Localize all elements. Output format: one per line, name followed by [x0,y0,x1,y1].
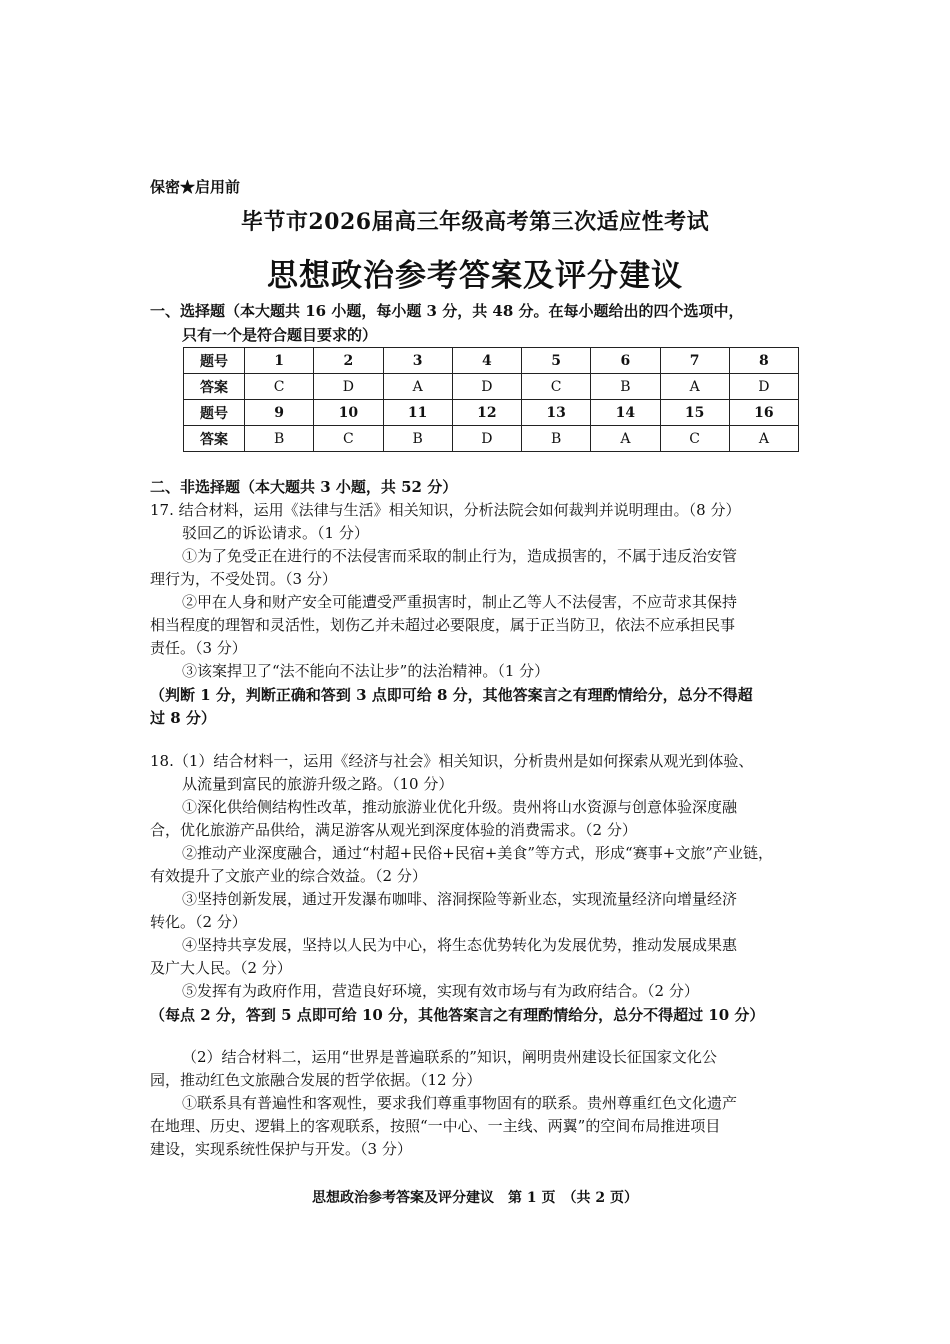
answer-cell: A [383,374,452,400]
question-number: 9 [245,400,314,426]
q17-line: ③该案捍卫了“法不能向不法让步”的法治精神。（1 分） [182,662,550,680]
question-number: 3 [383,348,452,374]
q17-scoring-note-cont: 过 8 分） [150,709,216,727]
row-label-answer: 答案 [184,426,245,452]
answer-cell: A [729,426,798,452]
q17-line: ①为了免受正在进行的不法侵害而采取的制止行为，造成损害的，不属于违反治安管 [182,547,738,565]
confidential-mark: 保密★启用前 [150,178,241,196]
answer-cell: C [660,426,729,452]
document-subtitle: 思想政治参考答案及评分建议 [267,258,683,294]
answer-cell: B [383,426,452,452]
answer-cell: B [245,426,314,452]
answer-cell: C [245,374,314,400]
answer-cell: D [452,374,521,400]
q18-2-line: ①联系具有普遍性和客观性，要求我们尊重事物固有的联系。贵州尊重红色文化遗产 [182,1094,738,1112]
q18-2-line: 建设，实现系统性保护与开发。（3 分） [150,1140,412,1158]
question-number: 5 [522,348,591,374]
q17-line: 驳回乙的诉讼请求。（1 分） [182,524,369,542]
answer-cell: D [452,426,521,452]
q18-2-line: 园，推动红色文旅融合发展的哲学依据。（12 分） [150,1071,482,1089]
page-footer: 思想政治参考答案及评分建议 第 1 页 （共 2 页） [312,1190,638,1206]
answer-row [184,374,799,400]
q18-1-line: 转化。（2 分） [150,913,247,931]
answer-cell: A [591,426,660,452]
question-number: 4 [452,348,521,374]
q17-scoring-note: （判断 1 分，判断正确和答到 3 点即可给 8 分，其他答案言之有理酌情给分，总分不得超 [150,686,753,704]
q18-1-prompt: 18.（1）结合材料一，运用《经济与社会》相关知识，分析贵州是如何探索从观光到体验、 [150,752,754,770]
q18-1-line: 及广大人民。（2 分） [150,959,292,977]
section2-heading: 二、非选择题（本大题共 3 小题，共 52 分） [150,478,458,496]
section1-heading: 一、选择题（本大题共 16 小题，每小题 3 分，共 48 分。在每小题给出的四个选项中， [150,302,744,320]
answer-cell: B [522,426,591,452]
answer-cell: D [729,374,798,400]
q18-1-line: ④坚持共享发展，坚持以人民为中心，将生态优势转化为发展优势，推动发展成果惠 [182,936,738,954]
q17-line: 责任。（3 分） [150,639,247,657]
answer-cell: C [522,374,591,400]
row-label-answer: 答案 [184,374,245,400]
question-number: 7 [660,348,729,374]
q18-1-line: 从流量到富民的旅游升级之路。（10 分） [182,775,454,793]
answer-cell: D [314,374,383,400]
section1-heading-cont: 只有一个是符合题目要求的） [182,326,378,344]
row-label-question: 题号 [184,400,245,426]
question-number-row [184,348,799,374]
question-number: 13 [522,400,591,426]
row-label-question: 题号 [184,348,245,374]
answer-cell: A [660,374,729,400]
exam-title: 毕节市2026届高三年级高考第三次适应性考试 [240,209,710,235]
q18-1-line: 有效提升了文旅产业的综合效益。（2 分） [150,867,427,885]
answer-cell: B [591,374,660,400]
question-number: 16 [729,400,798,426]
answer-table [183,347,799,452]
q17-line: ②甲在人身和财产安全可能遭受严重损害时，制止乙等人不法侵害，不应苛求其保持 [182,593,738,611]
question-number: 8 [729,348,798,374]
q18-1-scoring-note: （每点 2 分，答到 5 点即可给 10 分，其他答案言之有理酌情给分，总分不得超过 10 分） [150,1006,765,1024]
q18-1-line: 合，优化旅游产品供给，满足游客从观光到深度体验的消费需求。（2 分） [150,821,637,839]
q18-1-line: ①深化供给侧结构性改革，推动旅游业优化升级。贵州将山水资源与创意体验深度融 [182,798,738,816]
q18-2-line: 在地理、历史、逻辑上的客观联系，按照“一中心、一主线、两翼”的空间布局推进项目 [150,1117,721,1135]
q18-2-prompt: （2）结合材料二，运用“世界是普遍联系的”知识，阐明贵州建设长征国家文化公 [182,1048,717,1066]
question-number-row [184,400,799,426]
q17-line: 相当程度的理智和灵活性，划伤乙并未超过必要限度，属于正当防卫，依法不应承担民事 [150,616,736,634]
q18-1-line: ⑤发挥有为政府作用，营造良好环境，实现有效市场与有为政府结合。（2 分） [182,982,699,1000]
answer-row [184,426,799,452]
question-number: 2 [314,348,383,374]
question-number: 11 [383,400,452,426]
question-number: 10 [314,400,383,426]
question-number: 1 [245,348,314,374]
question-number: 6 [591,348,660,374]
q17-prompt: 17. 结合材料，运用《法律与生活》相关知识，分析法院会如何裁判并说明理由。（8 分） [150,501,741,519]
question-number: 15 [660,400,729,426]
answer-cell: C [314,426,383,452]
question-number: 12 [452,400,521,426]
q18-1-line: ②推动产业深度融合，通过“村超+民俗+民宿+美食”等方式，形成“赛事+文旅”产业链， [182,844,773,862]
q17-line: 理行为，不受处罚。（3 分） [150,570,337,588]
question-number: 14 [591,400,660,426]
q18-1-line: ③坚持创新发展，通过开发瀑布咖啡、溶洞探险等新业态，实现流量经济向增量经济 [182,890,738,908]
